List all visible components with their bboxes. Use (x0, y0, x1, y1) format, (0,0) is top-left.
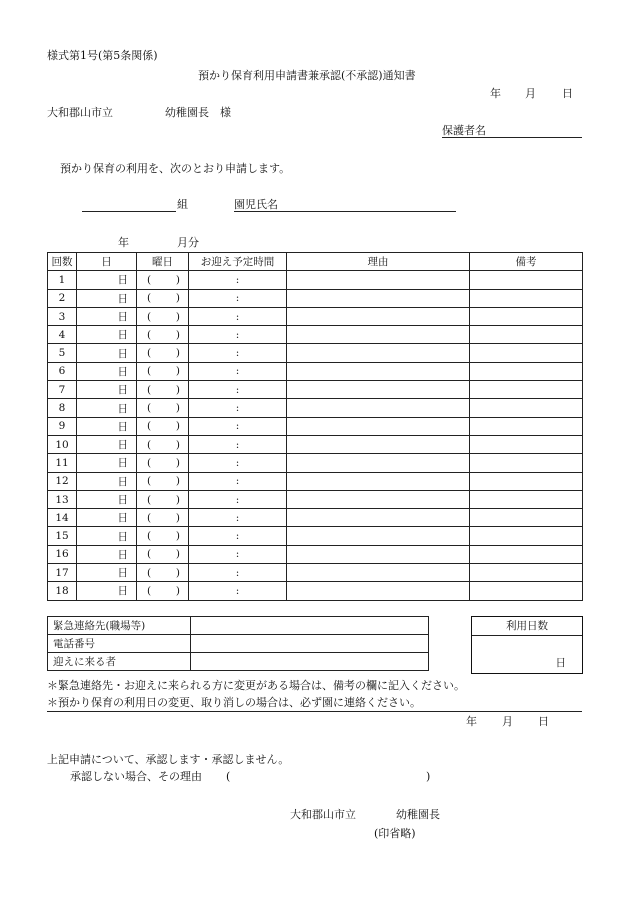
header-count: 回数 (48, 253, 77, 271)
weekday-cell[interactable] (137, 490, 189, 508)
day-unit: 日 (117, 311, 128, 324)
pickup-time-cell[interactable] (189, 307, 287, 325)
paren-open: ( (147, 365, 152, 378)
pickup-time-cell[interactable] (189, 527, 287, 545)
pickup-time-cell[interactable] (189, 545, 287, 563)
day-cell[interactable] (77, 582, 137, 600)
day-unit: 日 (117, 548, 128, 561)
reason-cell[interactable] (287, 417, 470, 435)
paren-close: ) (175, 438, 180, 451)
table-row (48, 454, 583, 472)
table-row (48, 435, 583, 453)
pickup-time-cell[interactable] (189, 399, 287, 417)
weekday-cell[interactable] (137, 344, 189, 362)
weekday-cell[interactable] (137, 289, 189, 307)
weekday-cell[interactable] (137, 472, 189, 490)
paren-open: ( (147, 273, 152, 286)
paren-close: ) (175, 402, 180, 415)
time-colon: : (235, 548, 240, 561)
paren-open: ( (147, 475, 152, 488)
paren-open: ( (147, 347, 152, 360)
row-number: 6 (48, 362, 77, 380)
row-number: 12 (48, 472, 77, 490)
reason-cell[interactable] (287, 344, 470, 362)
row-number: 5 (48, 344, 77, 362)
reason-cell[interactable] (287, 509, 470, 527)
reason-cell[interactable] (287, 362, 470, 380)
time-colon: : (235, 511, 240, 524)
reason-open: ( (226, 770, 231, 783)
paren-open: ( (147, 548, 152, 561)
reason-cell[interactable] (287, 271, 470, 289)
paren-open: ( (147, 310, 152, 323)
table-row (48, 326, 583, 344)
remarks-cell[interactable] (470, 454, 583, 472)
paren-close: ) (175, 365, 180, 378)
pickup-time-cell[interactable] (189, 454, 287, 472)
day-cell[interactable] (77, 289, 137, 307)
time-colon: : (235, 310, 240, 323)
table-row (48, 399, 583, 417)
paren-close: ) (175, 493, 180, 506)
paren-open: ( (147, 566, 152, 579)
time-colon: : (235, 438, 240, 451)
weekday-cell[interactable] (137, 454, 189, 472)
header-pickup-time: お迎え予定時間 (189, 253, 287, 271)
note-2: ＊預かり保育の利用日の変更、取り消しの場合は、必ず園に連絡ください。 (47, 696, 421, 709)
time-colon: : (235, 566, 240, 579)
paren-close: ) (175, 530, 180, 543)
reason-cell[interactable] (287, 454, 470, 472)
paren-close: ) (175, 347, 180, 360)
approval-date-month: 月 (502, 715, 513, 728)
table-row (48, 307, 583, 325)
remarks-cell[interactable] (470, 381, 583, 399)
paren-close: ) (175, 566, 180, 579)
remarks-cell[interactable] (470, 564, 583, 582)
pickup-time-cell[interactable] (189, 362, 287, 380)
weekday-cell[interactable] (137, 307, 189, 325)
table-row (48, 271, 583, 289)
time-colon: : (235, 475, 240, 488)
day-unit: 日 (117, 530, 128, 543)
paren-close: ) (175, 273, 180, 286)
class-field[interactable] (82, 210, 176, 212)
day-unit: 日 (117, 274, 128, 287)
time-colon: : (235, 273, 240, 286)
pickup-time-cell[interactable] (189, 435, 287, 453)
paren-close: ) (175, 420, 180, 433)
day-unit: 日 (117, 420, 128, 433)
remarks-cell[interactable] (470, 490, 583, 508)
day-cell[interactable] (77, 435, 137, 453)
day-cell[interactable] (77, 362, 137, 380)
row-number: 1 (48, 271, 77, 289)
paren-close: ) (175, 310, 180, 323)
day-cell[interactable] (77, 399, 137, 417)
day-unit: 日 (117, 585, 128, 598)
table-row (48, 653, 429, 671)
remarks-cell[interactable] (470, 271, 583, 289)
day-cell[interactable] (77, 271, 137, 289)
table-row (48, 289, 583, 307)
reason-cell[interactable] (287, 307, 470, 325)
reason-cell[interactable] (287, 545, 470, 563)
row-number: 14 (48, 509, 77, 527)
pickup-time-cell[interactable] (189, 582, 287, 600)
time-colon: : (235, 456, 240, 469)
emergency-contact-field[interactable] (191, 617, 429, 635)
divider (47, 711, 582, 712)
day-cell[interactable] (77, 326, 137, 344)
child-name-label: 園児氏名 (234, 198, 278, 211)
paren-open: ( (147, 420, 152, 433)
paren-close: ) (175, 475, 180, 488)
pickup-person-field[interactable] (191, 653, 429, 671)
paren-open: ( (147, 383, 152, 396)
header-day: 日 (77, 253, 137, 271)
time-colon: : (235, 420, 240, 433)
table-row (48, 344, 583, 362)
table-row (48, 582, 583, 600)
usage-days-box[interactable] (471, 616, 583, 674)
day-unit: 日 (117, 494, 128, 506)
seal-note: (印省略) (374, 827, 416, 840)
row-number: 4 (48, 326, 77, 344)
day-unit: 日 (117, 402, 128, 415)
weekday-cell[interactable] (137, 582, 189, 600)
row-number: 2 (48, 289, 77, 307)
guardian-name-label: 保護者名 (442, 124, 486, 137)
row-number: 9 (48, 417, 77, 435)
reason-cell[interactable] (287, 289, 470, 307)
table-row (48, 545, 583, 563)
table-row (48, 362, 583, 380)
table-row (48, 472, 583, 490)
weekday-cell[interactable] (137, 564, 189, 582)
application-table (47, 252, 583, 601)
addressee-suffix: 幼稚園長 様 (165, 106, 231, 119)
pickup-time-cell[interactable] (189, 271, 287, 289)
table-header-row (48, 253, 583, 271)
day-unit: 日 (117, 365, 128, 378)
issuer-prefix: 大和郡山市立 (290, 808, 356, 821)
weekday-cell[interactable] (137, 271, 189, 289)
paren-open: ( (147, 402, 152, 415)
weekday-cell[interactable] (137, 435, 189, 453)
row-number: 3 (48, 307, 77, 325)
day-unit: 日 (117, 384, 128, 397)
day-unit: 日 (117, 292, 128, 305)
paren-open: ( (147, 530, 152, 543)
time-colon: : (235, 347, 240, 360)
paren-close: ) (175, 548, 180, 561)
table-row (48, 490, 583, 508)
paren-open: ( (147, 584, 152, 597)
day-cell[interactable] (77, 344, 137, 362)
table-row (48, 381, 583, 399)
day-unit: 日 (117, 512, 128, 525)
row-number: 17 (48, 564, 77, 582)
paren-open: ( (147, 511, 152, 524)
date-month: 月 (525, 87, 536, 100)
time-colon: : (235, 383, 240, 396)
time-colon: : (235, 493, 240, 506)
phone-field[interactable] (191, 635, 429, 653)
date-year: 年 (490, 87, 501, 100)
reason-cell[interactable] (287, 527, 470, 545)
paren-open: ( (147, 438, 152, 451)
row-number: 16 (48, 545, 77, 563)
weekday-cell[interactable] (137, 381, 189, 399)
pickup-person-label: 迎えに来る者 (48, 653, 191, 671)
remarks-cell[interactable] (470, 326, 583, 344)
pickup-time-cell[interactable] (189, 509, 287, 527)
remarks-cell[interactable] (470, 509, 583, 527)
pickup-time-cell[interactable] (189, 289, 287, 307)
day-cell[interactable] (77, 307, 137, 325)
weekday-cell[interactable] (137, 399, 189, 417)
pickup-time-cell[interactable] (189, 490, 287, 508)
row-number: 18 (48, 582, 77, 600)
remarks-cell[interactable] (470, 362, 583, 380)
table-row (48, 564, 583, 582)
paren-open: ( (147, 328, 152, 341)
table-row (48, 509, 583, 527)
row-number: 10 (48, 435, 77, 453)
paren-close: ) (175, 383, 180, 396)
pickup-time-cell[interactable] (189, 472, 287, 490)
approval-date-day: 日 (538, 715, 549, 728)
day-unit: 日 (117, 439, 128, 452)
pickup-time-cell[interactable] (189, 417, 287, 435)
header-remarks: 備考 (470, 253, 583, 271)
pickup-time-cell[interactable] (189, 381, 287, 399)
reason-label: 承認しない場合、その理由 (70, 770, 202, 783)
paren-close: ) (175, 584, 180, 597)
day-cell[interactable] (77, 527, 137, 545)
paren-close: ) (175, 511, 180, 524)
remarks-cell[interactable] (470, 527, 583, 545)
reason-cell[interactable] (287, 582, 470, 600)
pickup-time-cell[interactable] (189, 326, 287, 344)
table-row (48, 527, 583, 545)
row-number: 7 (48, 381, 77, 399)
row-number: 8 (48, 399, 77, 417)
time-colon: : (235, 365, 240, 378)
reason-cell[interactable] (287, 490, 470, 508)
day-unit: 日 (117, 457, 128, 470)
form-number: 様式第1号(第5条関係) (47, 49, 158, 62)
day-cell[interactable] (77, 509, 137, 527)
paren-close: ) (175, 456, 180, 469)
day-unit: 日 (117, 567, 128, 580)
paren-open: ( (147, 493, 152, 506)
remarks-cell[interactable] (470, 435, 583, 453)
reason-cell[interactable] (287, 326, 470, 344)
remarks-cell[interactable] (470, 582, 583, 600)
day-unit: 日 (117, 347, 128, 360)
date-day: 日 (562, 87, 573, 100)
header-weekday: 曜日 (137, 253, 189, 271)
reason-cell[interactable] (287, 435, 470, 453)
usage-days-unit: 日 (555, 657, 566, 669)
usage-days-label: 利用日数 (472, 617, 582, 636)
pickup-time-cell[interactable] (189, 564, 287, 582)
contact-table (47, 616, 429, 671)
remarks-cell[interactable] (470, 344, 583, 362)
approval-date-year: 年 (466, 715, 477, 728)
issuer-suffix: 幼稚園長 (396, 808, 440, 821)
period-year: 年 (118, 236, 129, 249)
day-unit: 日 (117, 475, 128, 488)
reason-cell[interactable] (287, 564, 470, 582)
table-row (48, 417, 583, 435)
weekday-cell[interactable] (137, 362, 189, 380)
row-number: 13 (48, 490, 77, 508)
guardian-name-field[interactable] (442, 125, 582, 138)
reason-cell[interactable] (287, 381, 470, 399)
day-cell[interactable] (77, 454, 137, 472)
time-colon: : (235, 530, 240, 543)
day-cell[interactable] (77, 545, 137, 563)
approval-statement: 上記申請について、承認します・承認しません。 (47, 753, 290, 766)
pickup-time-cell[interactable] (189, 344, 287, 362)
child-name-field[interactable] (234, 210, 456, 212)
weekday-cell[interactable] (137, 326, 189, 344)
remarks-cell[interactable] (470, 399, 583, 417)
row-number: 11 (48, 454, 77, 472)
document-title: 預かり保育利用申請書兼承認(不承認)通知書 (198, 69, 416, 82)
note-1: ＊緊急連絡先・お迎えに来られる方に変更がある場合は、備考の欄に記入ください。 (47, 679, 465, 692)
remarks-cell[interactable] (470, 545, 583, 563)
reason-close: ) (426, 770, 431, 783)
weekday-cell[interactable] (137, 545, 189, 563)
reason-cell[interactable] (287, 399, 470, 417)
reason-cell[interactable] (287, 472, 470, 490)
emergency-contact-label: 緊急連絡先(職場等) (48, 617, 191, 635)
header-reason: 理由 (287, 253, 470, 271)
remarks-cell[interactable] (470, 472, 583, 490)
period-month: 月分 (177, 236, 199, 249)
paren-open: ( (147, 292, 152, 305)
weekday-cell[interactable] (137, 527, 189, 545)
phone-label: 電話番号 (48, 635, 191, 653)
time-colon: : (235, 584, 240, 597)
time-colon: : (235, 328, 240, 341)
weekday-cell[interactable] (137, 509, 189, 527)
addressee-prefix: 大和郡山市立 (47, 106, 113, 119)
class-label: 組 (177, 198, 188, 211)
time-colon: : (235, 292, 240, 305)
paren-open: ( (147, 456, 152, 469)
remarks-cell[interactable] (470, 289, 583, 307)
table-row (48, 617, 429, 635)
paren-close: ) (175, 292, 180, 305)
time-colon: : (235, 402, 240, 415)
table-row (48, 635, 429, 653)
weekday-cell[interactable] (137, 417, 189, 435)
day-unit: 日 (117, 329, 128, 342)
day-cell[interactable] (77, 490, 137, 508)
day-cell[interactable] (77, 472, 137, 490)
intro-text: 預かり保育の利用を、次のとおり申請します。 (60, 162, 291, 175)
day-cell[interactable] (77, 417, 137, 435)
remarks-cell[interactable] (470, 417, 583, 435)
day-cell[interactable] (77, 381, 137, 399)
day-cell[interactable] (77, 564, 137, 582)
row-number: 15 (48, 527, 77, 545)
remarks-cell[interactable] (470, 307, 583, 325)
paren-close: ) (175, 328, 180, 341)
